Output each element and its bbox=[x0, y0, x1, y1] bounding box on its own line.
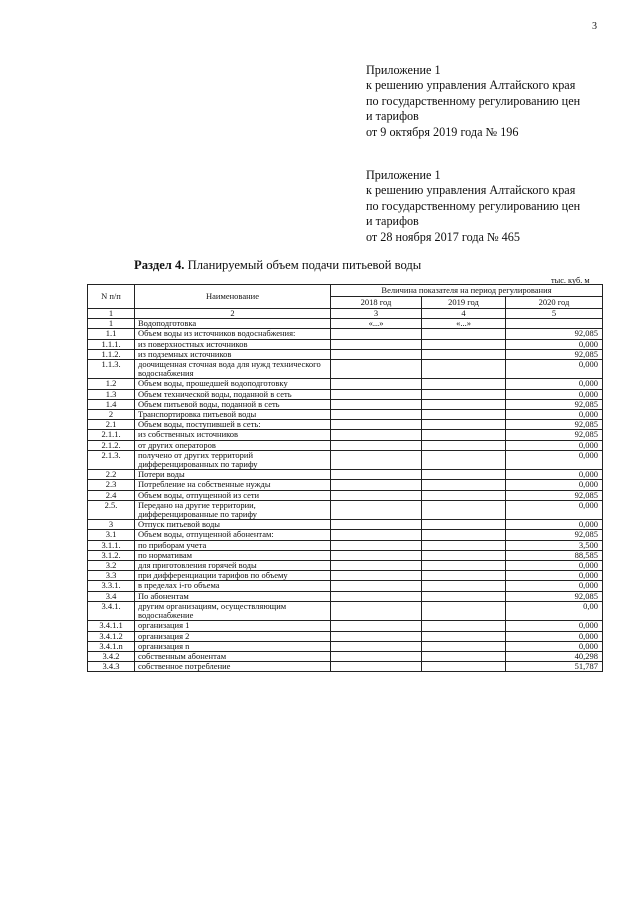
row-name: Потери воды bbox=[135, 470, 331, 480]
row-number: 2.1.1. bbox=[88, 430, 135, 440]
row-number: 2.5. bbox=[88, 500, 135, 519]
row-name: организация n bbox=[135, 641, 331, 651]
row-number: 2.3 bbox=[88, 480, 135, 490]
column-index-row bbox=[88, 309, 603, 319]
value-2020: 92,085 bbox=[506, 591, 603, 601]
table-row bbox=[88, 601, 603, 620]
table-row bbox=[88, 360, 603, 379]
value-2020: 40,298 bbox=[506, 651, 603, 661]
value-2018 bbox=[331, 470, 422, 480]
value-2020: 0,000 bbox=[506, 389, 603, 399]
value-2019 bbox=[422, 530, 506, 540]
table-row bbox=[88, 339, 603, 349]
value-2020: 0,00 bbox=[506, 601, 603, 620]
row-name: Объем воды из источников водоснабжения: bbox=[135, 329, 331, 339]
row-name: Объем воды, отпущенной абонентам: bbox=[135, 530, 331, 540]
value-2019 bbox=[422, 631, 506, 641]
value-2019 bbox=[422, 399, 506, 409]
table-row bbox=[88, 581, 603, 591]
appendix-previous-header bbox=[366, 168, 580, 245]
table-row bbox=[88, 550, 603, 560]
header-year-2020: 2020 год bbox=[506, 297, 603, 309]
table-row bbox=[88, 490, 603, 500]
appendix-line: к решению управления Алтайского края bbox=[366, 183, 576, 198]
row-name: Водоподготовка bbox=[135, 319, 331, 329]
value-2019 bbox=[422, 540, 506, 550]
value-2018 bbox=[331, 329, 422, 339]
row-name: из собственных источников bbox=[135, 430, 331, 440]
table-row bbox=[88, 480, 603, 490]
value-2019 bbox=[422, 591, 506, 601]
value-2020: 0,000 bbox=[506, 641, 603, 651]
row-number: 1.4 bbox=[88, 399, 135, 409]
row-name: при дифференциации тарифов по объему bbox=[135, 571, 331, 581]
value-2020: 0,000 bbox=[506, 561, 603, 571]
value-2020: 0,000 bbox=[506, 440, 603, 450]
value-2018 bbox=[331, 662, 422, 672]
water-volume-table bbox=[87, 284, 603, 672]
row-name: организация 2 bbox=[135, 631, 331, 641]
value-2018 bbox=[331, 561, 422, 571]
value-2019 bbox=[422, 339, 506, 349]
row-number: 3.4.3 bbox=[88, 662, 135, 672]
table-row bbox=[88, 430, 603, 440]
value-2018 bbox=[331, 530, 422, 540]
row-name: По абонентам bbox=[135, 591, 331, 601]
value-2018 bbox=[331, 379, 422, 389]
value-2020: 0,000 bbox=[506, 621, 603, 631]
value-2018 bbox=[331, 571, 422, 581]
row-name: организация 1 bbox=[135, 621, 331, 631]
table-row bbox=[88, 470, 603, 480]
value-2020: 0,000 bbox=[506, 631, 603, 641]
column-index: 4 bbox=[422, 309, 506, 319]
table-row bbox=[88, 329, 603, 339]
value-2020: 3,500 bbox=[506, 540, 603, 550]
table-row bbox=[88, 440, 603, 450]
row-number: 2.4 bbox=[88, 490, 135, 500]
value-2019 bbox=[422, 490, 506, 500]
value-2019 bbox=[422, 480, 506, 490]
value-2019 bbox=[422, 410, 506, 420]
value-2020: 88,585 bbox=[506, 550, 603, 560]
value-2018 bbox=[331, 520, 422, 530]
header-period-group: Величина показателя на период регулирования bbox=[331, 285, 603, 297]
appendix-line: и тарифов bbox=[366, 214, 419, 229]
table-row bbox=[88, 349, 603, 359]
value-2020: 92,085 bbox=[506, 420, 603, 430]
value-2018 bbox=[331, 540, 422, 550]
appendix-line: Приложение 1 bbox=[366, 63, 441, 77]
value-2020: 92,085 bbox=[506, 329, 603, 339]
row-number: 3.3.1. bbox=[88, 581, 135, 591]
value-2018 bbox=[331, 349, 422, 359]
section-title bbox=[134, 258, 421, 273]
value-2019 bbox=[422, 440, 506, 450]
row-number: 3.4.1.2 bbox=[88, 631, 135, 641]
row-name: собственное потребление bbox=[135, 662, 331, 672]
value-2018 bbox=[331, 500, 422, 519]
value-2018 bbox=[331, 339, 422, 349]
row-number: 3.1 bbox=[88, 530, 135, 540]
value-2018 bbox=[331, 631, 422, 641]
row-number: 1.1.2. bbox=[88, 349, 135, 359]
row-number: 1.3 bbox=[88, 389, 135, 399]
value-2019 bbox=[422, 470, 506, 480]
table-row bbox=[88, 410, 603, 420]
table-row bbox=[88, 319, 603, 329]
table-row bbox=[88, 420, 603, 430]
value-2020: 0,000 bbox=[506, 379, 603, 389]
value-2020: 0,000 bbox=[506, 410, 603, 420]
value-2020: 0,000 bbox=[506, 581, 603, 591]
value-2018 bbox=[331, 581, 422, 591]
value-2020: 92,085 bbox=[506, 490, 603, 500]
row-number: 3.4.1.n bbox=[88, 641, 135, 651]
row-name: Потребление на собственные нужды bbox=[135, 480, 331, 490]
value-2018 bbox=[331, 550, 422, 560]
appendix-line: от 28 ноября 2017 года № 465 bbox=[366, 229, 520, 244]
value-2018 bbox=[331, 410, 422, 420]
table-row bbox=[88, 399, 603, 409]
row-number: 3.1.2. bbox=[88, 550, 135, 560]
value-2018 bbox=[331, 389, 422, 399]
value-2018 bbox=[331, 480, 422, 490]
value-2018 bbox=[331, 360, 422, 379]
row-number: 1.1.3. bbox=[88, 360, 135, 379]
row-name: в пределах i-го объема bbox=[135, 581, 331, 591]
row-name: другим организациям, осуществляющим водоснабжение bbox=[135, 601, 331, 620]
row-number: 2.1.3. bbox=[88, 450, 135, 469]
value-2018 bbox=[331, 601, 422, 620]
row-number: 3.4 bbox=[88, 591, 135, 601]
table-row bbox=[88, 500, 603, 519]
value-2019 bbox=[422, 379, 506, 389]
row-name: Объем воды, отпущенной из сети bbox=[135, 490, 331, 500]
value-2019 bbox=[422, 651, 506, 661]
row-name: Объем технической воды, поданной в сеть bbox=[135, 389, 331, 399]
row-number: 3.4.1.1 bbox=[88, 621, 135, 631]
value-2018 bbox=[331, 641, 422, 651]
appendix-line: от 9 октября 2019 года № 196 bbox=[366, 124, 519, 139]
header-name: Наименование bbox=[135, 285, 331, 309]
value-2018 bbox=[331, 591, 422, 601]
row-number: 1.1 bbox=[88, 329, 135, 339]
row-number: 3.3 bbox=[88, 571, 135, 581]
row-name: Объем воды, прошедшей водоподготовку bbox=[135, 379, 331, 389]
value-2019 bbox=[422, 500, 506, 519]
value-2020: 92,085 bbox=[506, 530, 603, 540]
value-2019 bbox=[422, 662, 506, 672]
appendix-current-header bbox=[366, 63, 580, 140]
value-2020: 0,000 bbox=[506, 339, 603, 349]
value-2019 bbox=[422, 581, 506, 591]
header-number: N п/п bbox=[88, 285, 135, 309]
value-2019 bbox=[422, 601, 506, 620]
row-number: 2.1 bbox=[88, 420, 135, 430]
value-2018 bbox=[331, 399, 422, 409]
table-row bbox=[88, 379, 603, 389]
value-2020: 0,000 bbox=[506, 571, 603, 581]
value-2020: 92,085 bbox=[506, 349, 603, 359]
section-heading: Планируемый объем подачи питьевой воды bbox=[187, 258, 422, 272]
table-row bbox=[88, 450, 603, 469]
value-2020: 0,000 bbox=[506, 520, 603, 530]
table-row bbox=[88, 571, 603, 581]
column-index: 1 bbox=[88, 309, 135, 319]
appendix-line: по государственному регулированию цен bbox=[366, 198, 581, 213]
value-2019 bbox=[422, 550, 506, 560]
value-2018 bbox=[331, 490, 422, 500]
value-2019 bbox=[422, 450, 506, 469]
value-2020: 92,085 bbox=[506, 430, 603, 440]
row-name: из поверхностных источников bbox=[135, 339, 331, 349]
row-number: 1.2 bbox=[88, 379, 135, 389]
value-2019 bbox=[422, 349, 506, 359]
value-2020: 0,000 bbox=[506, 470, 603, 480]
page-number: 3 bbox=[592, 21, 597, 32]
value-2019 bbox=[422, 641, 506, 651]
table-row bbox=[88, 621, 603, 631]
appendix-line: по государственному регулированию цен bbox=[366, 93, 581, 108]
row-name: Отпуск питьевой воды bbox=[135, 520, 331, 530]
value-2018 bbox=[331, 651, 422, 661]
row-number: 3.2 bbox=[88, 561, 135, 571]
header-year-2018: 2018 год bbox=[331, 297, 422, 309]
row-number: 2.2 bbox=[88, 470, 135, 480]
column-index: 2 bbox=[135, 309, 331, 319]
table-row bbox=[88, 591, 603, 601]
row-name: собственным абонентам bbox=[135, 651, 331, 661]
row-number: 3.4.1. bbox=[88, 601, 135, 620]
appendix-line: к решению управления Алтайского края bbox=[366, 78, 576, 93]
row-name: для приготовления горячей воды bbox=[135, 561, 331, 571]
table-row bbox=[88, 651, 603, 661]
row-name: из подземных источников bbox=[135, 349, 331, 359]
value-2020: 0,000 bbox=[506, 360, 603, 379]
value-2020: 0,000 bbox=[506, 500, 603, 519]
appendix-line: Приложение 1 bbox=[366, 168, 441, 182]
section-label: Раздел 4. bbox=[134, 258, 185, 272]
value-2020: 51,787 bbox=[506, 662, 603, 672]
units-label: тыс. куб. м bbox=[551, 276, 590, 285]
table-row bbox=[88, 540, 603, 550]
value-2018 bbox=[331, 430, 422, 440]
table-row bbox=[88, 520, 603, 530]
row-number: 2.1.2. bbox=[88, 440, 135, 450]
value-2019 bbox=[422, 360, 506, 379]
row-name: Транспортировка питьевой воды bbox=[135, 410, 331, 420]
table-row bbox=[88, 662, 603, 672]
column-index: 5 bbox=[506, 309, 603, 319]
row-name: по приборам учета bbox=[135, 540, 331, 550]
table-row bbox=[88, 389, 603, 399]
value-2018: «...» bbox=[331, 319, 422, 329]
row-name: Передано на другие территории, дифференцированные по тарифу bbox=[135, 500, 331, 519]
row-name: получено от других территорий дифференцированных по тарифу bbox=[135, 450, 331, 469]
value-2020 bbox=[506, 319, 603, 329]
value-2019 bbox=[422, 420, 506, 430]
value-2019 bbox=[422, 621, 506, 631]
value-2019 bbox=[422, 571, 506, 581]
table-row bbox=[88, 631, 603, 641]
value-2019 bbox=[422, 430, 506, 440]
row-number: 1.1.1. bbox=[88, 339, 135, 349]
table-row bbox=[88, 641, 603, 651]
value-2019 bbox=[422, 389, 506, 399]
row-number: 3.4.2 bbox=[88, 651, 135, 661]
header-year-2019: 2019 год bbox=[422, 297, 506, 309]
value-2019: «...» bbox=[422, 319, 506, 329]
row-number: 1 bbox=[88, 319, 135, 329]
row-name: Объем питьевой воды, поданной в сеть bbox=[135, 399, 331, 409]
row-name: по нормативам bbox=[135, 550, 331, 560]
row-name: от других операторов bbox=[135, 440, 331, 450]
value-2018 bbox=[331, 440, 422, 450]
value-2019 bbox=[422, 561, 506, 571]
row-name: доочищенная сточная вода для нужд технического водоснабжения bbox=[135, 360, 331, 379]
value-2020: 92,085 bbox=[506, 399, 603, 409]
table-row bbox=[88, 561, 603, 571]
table-row bbox=[88, 530, 603, 540]
value-2019 bbox=[422, 520, 506, 530]
value-2018 bbox=[331, 621, 422, 631]
value-2018 bbox=[331, 450, 422, 469]
column-index: 3 bbox=[331, 309, 422, 319]
value-2020: 0,000 bbox=[506, 450, 603, 469]
row-name: Объем воды, поступившей в сеть: bbox=[135, 420, 331, 430]
value-2020: 0,000 bbox=[506, 480, 603, 490]
appendix-line: и тарифов bbox=[366, 109, 419, 124]
value-2019 bbox=[422, 329, 506, 339]
row-number: 2 bbox=[88, 410, 135, 420]
value-2018 bbox=[331, 420, 422, 430]
row-number: 3.1.1. bbox=[88, 540, 135, 550]
row-number: 3 bbox=[88, 520, 135, 530]
